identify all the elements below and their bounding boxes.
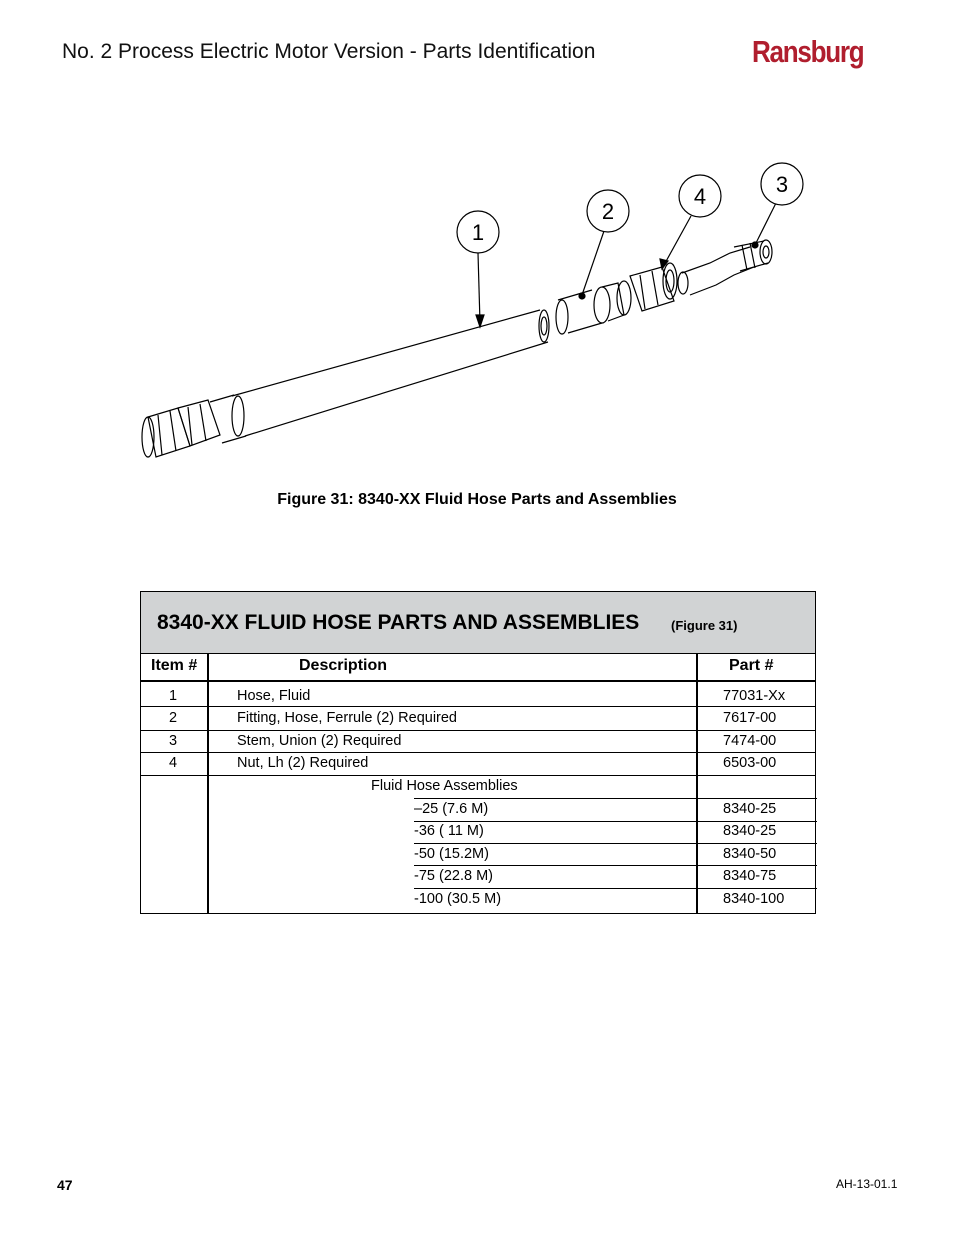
row-divider [141, 730, 815, 731]
row-4-item: 4 [169, 755, 178, 771]
row-divider [414, 798, 817, 799]
parts-table-title-bar [141, 592, 815, 654]
row-2-description: Fitting, Hose, Ferrule (2) Required [237, 710, 457, 726]
column-header-description: Description [299, 657, 388, 674]
assembly-length: -50 (15.2M) [414, 846, 489, 862]
page-title: No. 2 Process Electric Motor Version - Parts Identification [62, 40, 596, 63]
row-divider [141, 775, 815, 776]
row-1-item: 1 [169, 688, 178, 704]
row-1-description: Hose, Fluid [237, 688, 311, 704]
header-divider [141, 680, 815, 682]
row-2-part: 7617-00 [723, 710, 777, 726]
column-divider [207, 654, 209, 914]
assembly-length: -100 (30.5 M) [414, 891, 502, 907]
column-header-part: Part # [729, 657, 774, 674]
figure-caption: Figure 31: 8340-XX Fluid Hose Parts and Assemblies [277, 491, 677, 508]
assembly-part: 8340-75 [723, 868, 777, 884]
assembly-part: 8340-50 [723, 846, 777, 862]
assembly-part: 8340-25 [723, 801, 777, 817]
assembly-length: –25 (7.6 M) [414, 801, 489, 817]
row-divider [414, 865, 817, 866]
assemblies-label: Fluid Hose Assemblies [371, 778, 518, 794]
assembly-part: 8340-25 [723, 823, 777, 839]
row-1-part: 77031-Xx [723, 688, 786, 704]
parts-table-figure-ref: (Figure 31) [671, 618, 738, 633]
callout-1: 1 [471, 220, 485, 245]
row-3-part: 7474-00 [723, 733, 777, 749]
page-number: 47 [57, 1177, 73, 1193]
hose-assembly-drawing [130, 155, 830, 475]
row-divider [141, 752, 815, 753]
brand-logo: Ransburg [752, 34, 864, 69]
row-divider [414, 843, 817, 844]
callout-3: 3 [775, 172, 789, 197]
column-divider [696, 654, 698, 914]
row-2-item: 2 [169, 710, 178, 726]
column-header-item: Item # [151, 657, 198, 674]
row-3-item: 3 [169, 733, 178, 749]
row-3-description: Stem, Union (2) Required [237, 733, 402, 749]
parts-table-title: 8340-XX FLUID HOSE PARTS AND ASSEMBLIES [157, 611, 640, 634]
row-divider [414, 888, 817, 889]
parts-table [140, 591, 816, 914]
row-4-description: Nut, Lh (2) Required [237, 755, 369, 771]
assembly-part: 8340-100 [723, 891, 785, 907]
callout-2: 2 [601, 199, 615, 224]
row-divider [414, 821, 817, 822]
row-4-part: 6503-00 [723, 755, 777, 771]
assembly-length: -36 ( 11 M) [414, 823, 484, 839]
assembly-length: -75 (22.8 M) [414, 868, 493, 884]
row-divider [141, 706, 815, 707]
document-code: AH-13-01.1 [836, 1177, 898, 1191]
callout-4: 4 [693, 184, 707, 209]
